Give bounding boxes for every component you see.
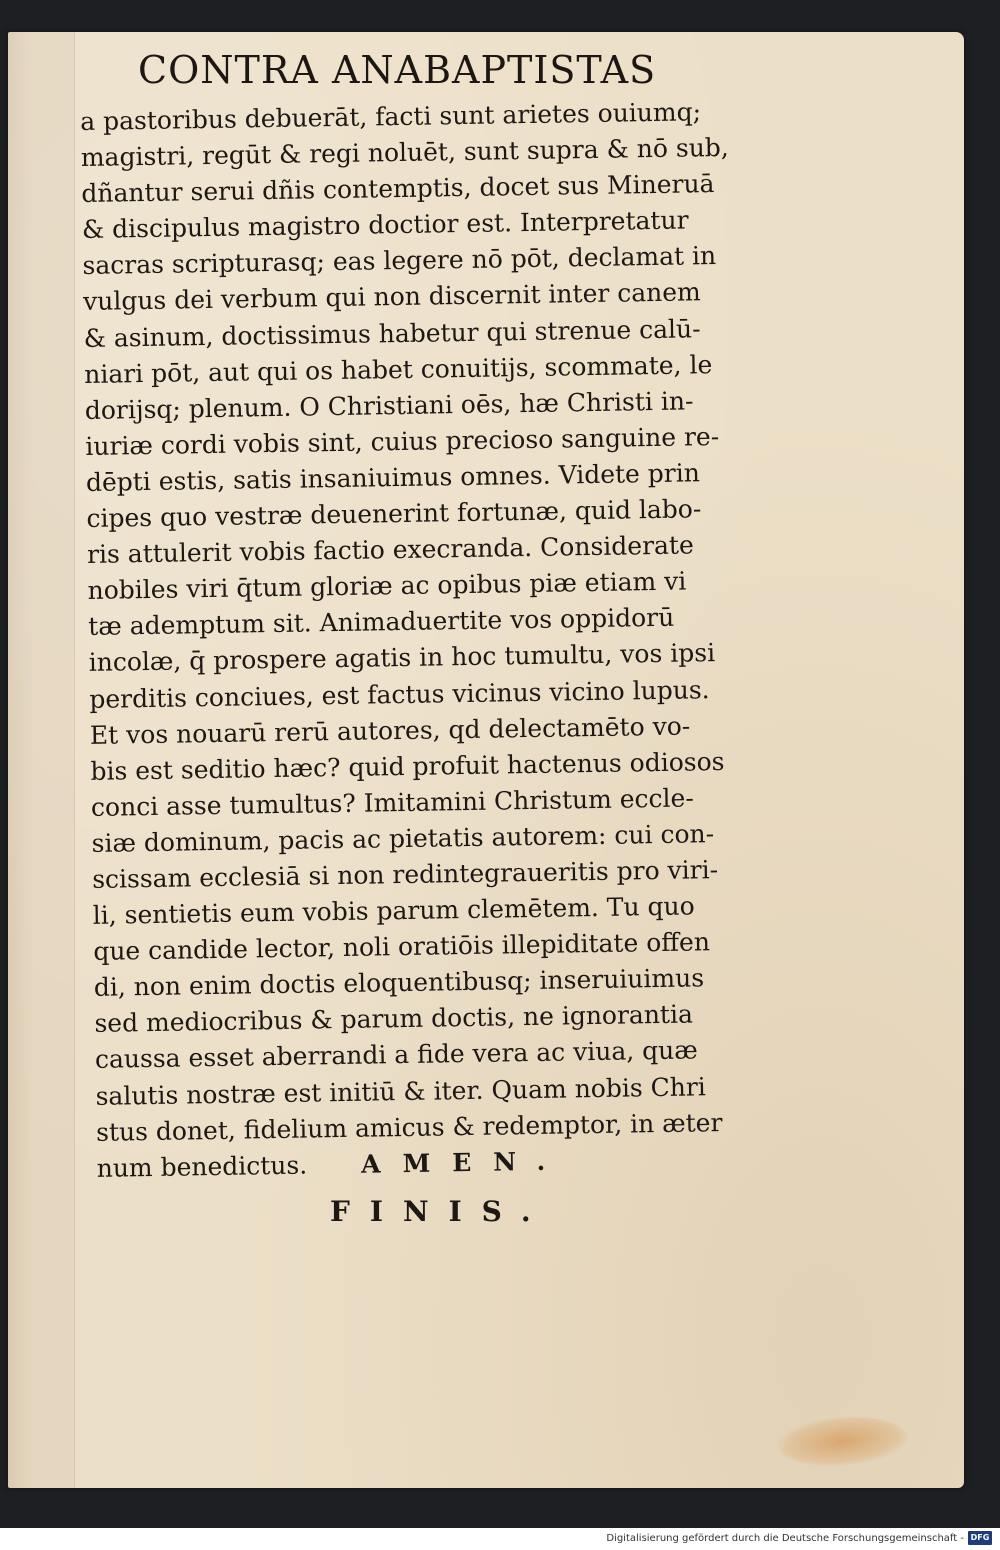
text-line: sed mediocribus & parum doctis, ne ignorantia bbox=[94, 999, 694, 1039]
text-line: stus donet, fidelium amicus & redemptor, in æter bbox=[95, 1107, 723, 1147]
finis-colophon: FINIS. bbox=[330, 1195, 551, 1228]
text-line: salutis nostræ est initiū & iter. Quam nobis Chri bbox=[95, 1071, 707, 1111]
text-line: siæ dominum, pacis ac pietatis autorem: cui con- bbox=[91, 819, 715, 858]
text-line: iuriæ cordi vobis sint, cuius precioso sanguine re- bbox=[85, 421, 720, 461]
text-line: scissam ecclesiā si non redintegraueritis pro viri- bbox=[91, 855, 719, 894]
text-line: ris attulerit vobis factio execranda. Considerate bbox=[86, 530, 694, 570]
text-line: perditis conciues, est factus vicinus vicino lupus. bbox=[89, 674, 710, 714]
text-line: a pastoribus debuerāt, facti sunt arietes ouiumq; bbox=[80, 97, 702, 136]
text-line: dñantur serui dñis contemptis, docet sus Mineruā bbox=[81, 169, 715, 209]
text-line: magistri, regūt & regi noluēt, sunt supra & nō sub, bbox=[80, 132, 729, 173]
text-line: & asinum, doctissimus habetur qui strenue calū- bbox=[83, 313, 701, 353]
text-line: bis est seditio hæc? quid profuit hactenus odiosos bbox=[90, 746, 725, 786]
running-head: CONTRA ANABAPTISTAS bbox=[138, 48, 657, 92]
text-line: incolæ, q̄ prospere agatis in hoc tumultu, vos ipsi bbox=[88, 638, 716, 678]
text-line: conci asse tumultus? Imitamini Christum eccle- bbox=[90, 783, 694, 822]
text-line: li, sentietis eum vobis parum clemētem. Tu quo bbox=[92, 891, 695, 930]
text-line: vulgus dei verbum qui non discernit inter canem bbox=[82, 277, 701, 317]
paper-stain bbox=[776, 1410, 910, 1471]
text-line: caussa esset aberrandi a fide vera ac viua, quæ bbox=[94, 1035, 698, 1075]
dfg-logo: DFG bbox=[968, 1531, 992, 1545]
text-line: dēpti estis, satis insaniuimus omnes. Videte prin bbox=[85, 458, 701, 497]
digitization-credit: Digitalisierung gefördert durch die Deutsche Forschungsgemeinschaft - bbox=[606, 1533, 964, 1544]
text-line: sacras scripturasq; eas legere nō pōt, declamat in bbox=[82, 241, 717, 281]
text-line: niari pōt, aut qui os habet conuitijs, scommate, le bbox=[84, 349, 713, 389]
closing-words: num benedictus. bbox=[96, 1150, 308, 1183]
text-line: Et vos nouarū rerū autores, qd delectamēto vo- bbox=[89, 711, 691, 750]
text-line: & discipulus magistro doctior est. Interpretatur bbox=[81, 205, 689, 245]
text-line: tæ ademptum sit. Animaduertite vos oppidorū bbox=[87, 603, 675, 642]
text-line: nobiles viri q̄tum gloriæ ac opibus piæ etiam vi bbox=[87, 566, 687, 606]
text-line: dorijsq; plenum. O Christiani oēs, hæ Christi in- bbox=[84, 386, 694, 425]
text-line: que candide lector, noli oratiōis illepiditate offen bbox=[93, 927, 711, 967]
text-line: di, non enim doctis eloquentibusq; inseruiuimus bbox=[93, 963, 705, 1003]
body-text bbox=[80, 93, 797, 1187]
text-line: cipes quo vestræ deuenerint fortunæ, quid labo- bbox=[86, 494, 702, 533]
amen: AMEN. bbox=[360, 1146, 568, 1179]
